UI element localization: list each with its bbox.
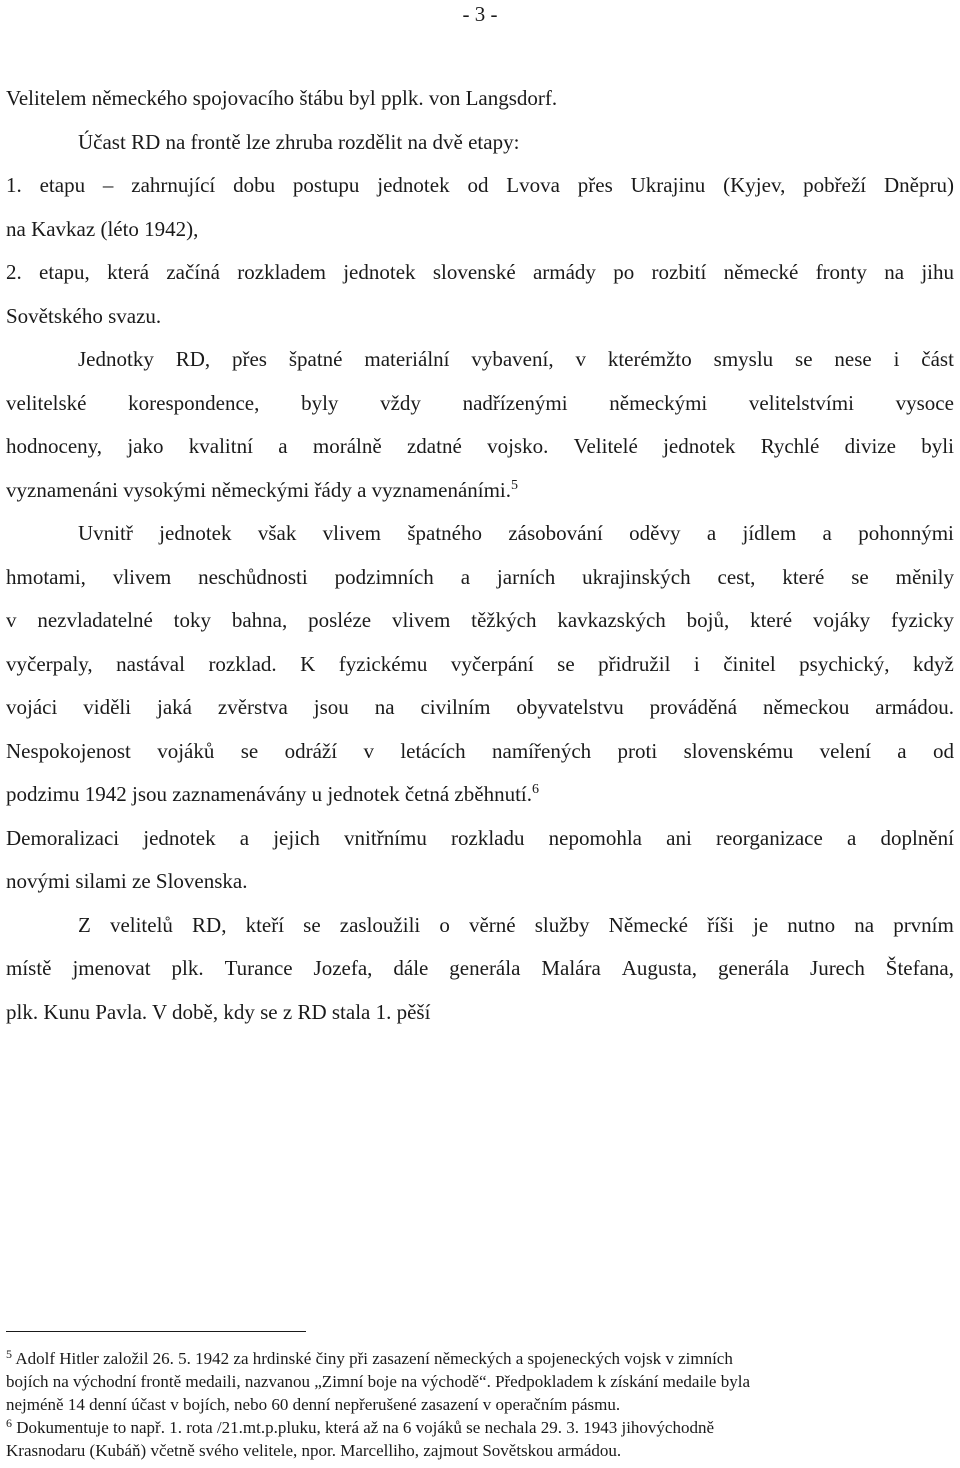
word: K <box>300 651 316 676</box>
word: nutno <box>787 912 836 937</box>
word: jídlem <box>742 521 797 545</box>
word: ukrajinských <box>582 564 691 589</box>
word: vlivem <box>322 521 381 545</box>
word: (Kyjev, <box>723 173 786 197</box>
word: která <box>107 260 150 284</box>
word: jednotek <box>143 825 216 850</box>
footnote-text: Krasnodaru (Kubáň) včetně svého velitele, npor. Marcelliho, zajmout Sovětskou armádou. <box>6 1441 622 1460</box>
word: německé <box>723 260 799 284</box>
footnote-5 <box>6 1347 954 1370</box>
word: psychický, <box>799 651 890 676</box>
text-line <box>6 469 954 513</box>
word: Ukrajinu <box>630 173 706 197</box>
word: toky <box>173 608 211 632</box>
word: Dněpru) <box>884 173 954 197</box>
word: posléze <box>308 608 372 632</box>
text-line <box>6 947 954 991</box>
text-line-content: vyznamenáni vysokými německými řády a vyznamenáními. <box>6 477 512 502</box>
word: na <box>884 260 905 284</box>
footnote-ref[interactable]: 5 <box>511 477 519 493</box>
word: letácích <box>400 738 466 763</box>
footnote-text: Adolf Hitler založil 26. 5. 1942 za hrdinské činy při zasazení německých a spojeneckých vojsk v zimních <box>15 1349 733 1368</box>
word: místě <box>6 956 52 980</box>
footnote-text: bojích na východní frontě medaili, nazvanou „Zimní boje na východě“. Předpokladem k získání medaile byla <box>6 1372 750 1391</box>
footnote-text: Dokumentuje to např. 1. rota /21.mt.p.pluku, která až na 6 vojáků se nechala 29. 3. 1943 jihovýchodně <box>16 1418 715 1437</box>
word: a <box>822 521 832 545</box>
word: neschůdnosti <box>198 564 308 589</box>
word: armádou. <box>875 695 954 719</box>
word: slovenské <box>432 260 516 284</box>
word: činitel <box>723 651 776 676</box>
word: fyzicky <box>890 608 954 632</box>
word: Německé <box>608 912 688 937</box>
word: jednotek <box>663 434 736 458</box>
word: etapu, <box>39 260 90 284</box>
word: nese <box>834 347 872 371</box>
word: Demoralizaci <box>6 825 120 850</box>
word: materiální <box>364 347 450 371</box>
word: Jednotky <box>78 347 154 371</box>
word: zahrnující <box>131 173 216 197</box>
text-line <box>6 773 954 817</box>
word: hodnoceny, <box>6 434 103 458</box>
word: obyvatelstvu <box>516 695 624 719</box>
word: morálně <box>312 434 382 458</box>
word: vlivem <box>112 564 172 589</box>
word: vojáků <box>157 738 215 763</box>
word: prováděná <box>649 695 738 719</box>
word: zásobování <box>508 521 603 545</box>
word: ani <box>666 825 692 850</box>
word: bojů, <box>686 608 730 632</box>
word: rozkladu <box>451 825 525 850</box>
word: a <box>897 738 907 763</box>
word: jednotek <box>159 521 232 545</box>
word: – <box>102 173 114 197</box>
word: Z <box>78 912 91 937</box>
word: Lvova <box>506 173 560 197</box>
word: namířených <box>492 738 592 763</box>
body-text <box>6 77 954 1034</box>
word: pohonnými <box>858 521 954 545</box>
word: vojáky <box>812 608 871 632</box>
word: těžkých <box>471 608 537 632</box>
word: i <box>693 651 700 676</box>
word: oděvy <box>629 521 681 545</box>
word: velitelské <box>6 390 87 415</box>
word: pobřeží <box>803 173 867 197</box>
word: vojáci <box>6 695 58 719</box>
word: armády <box>532 260 596 284</box>
word: reorganizace <box>715 825 823 850</box>
text-line-content: podzimu 1942 jsou zaznamenávány u jednotek četná zběhnutí. <box>6 782 532 806</box>
word: Turance <box>224 956 293 980</box>
word: jednotek <box>343 260 416 284</box>
word: Augusta, <box>621 956 698 980</box>
text-line: na Kavkaz (léto 1942), <box>6 216 199 241</box>
footnote-number: 5 <box>6 1347 12 1361</box>
word: korespondence, <box>128 390 260 415</box>
word: Velitelé <box>573 434 638 458</box>
word: byly <box>301 390 339 415</box>
word: bahna, <box>231 608 288 632</box>
text-line <box>6 817 954 861</box>
word: v <box>363 738 374 763</box>
word: služby <box>534 912 590 937</box>
word: slovenskému <box>683 738 794 763</box>
text-line <box>6 730 954 774</box>
word: vlivem <box>391 608 451 632</box>
word: a <box>846 825 857 850</box>
text-line <box>6 338 954 382</box>
word: Nespokojenost <box>6 738 131 763</box>
word: nezvladatelné <box>37 608 153 632</box>
text-line <box>6 686 954 730</box>
word: špatné <box>288 347 343 371</box>
word: generála <box>717 956 790 980</box>
text-line <box>6 425 954 469</box>
text-line: Velitelem německého spojovacího štábu byl pplk. von Langsdorf. <box>6 86 558 110</box>
word: odráží <box>284 738 338 763</box>
word: postupu <box>292 173 360 197</box>
text-line <box>6 643 954 687</box>
word: na <box>854 912 875 937</box>
word: 2. <box>6 260 22 284</box>
text-line <box>6 904 954 948</box>
word: dobu <box>233 173 276 197</box>
word: od <box>467 173 489 197</box>
text-line <box>6 599 954 643</box>
word: vyčerpání <box>450 651 534 676</box>
word: jsou <box>313 695 349 719</box>
word: rozkladem <box>237 260 326 284</box>
word: zvěrstva <box>217 695 288 719</box>
word: začíná <box>166 260 220 284</box>
word: generála <box>449 956 521 980</box>
text-line <box>6 251 954 295</box>
word: které <box>750 608 793 632</box>
word: civilním <box>420 695 491 719</box>
word: nastával <box>116 651 185 676</box>
word: jejich <box>273 825 320 850</box>
word: je <box>753 912 769 937</box>
word: Štefana, <box>885 956 954 980</box>
word: kterémžto <box>607 347 692 371</box>
text-line <box>6 512 954 556</box>
text-line: Účast RD na frontě lze zhruba rozdělit na dvě etapy: <box>78 129 520 154</box>
word: smyslu <box>713 347 774 371</box>
word: jako <box>127 434 164 458</box>
word: se <box>851 564 869 589</box>
text-line <box>6 556 954 600</box>
word: věrné <box>468 912 516 937</box>
word: doplnění <box>880 825 954 850</box>
word: část <box>921 347 954 371</box>
word: proti <box>617 738 658 763</box>
word: od <box>932 738 954 763</box>
word: jihu <box>921 260 954 284</box>
word: RD, <box>192 912 227 937</box>
word: říši <box>707 912 734 937</box>
word: jarních <box>496 564 556 589</box>
word: vnitřnímu <box>344 825 427 850</box>
word: Rychlé <box>760 434 820 458</box>
word: prvním <box>893 912 954 937</box>
text-line <box>6 382 954 426</box>
word: Malára <box>541 956 601 980</box>
word: dále <box>393 956 429 980</box>
word: přidružil <box>598 651 671 676</box>
word: se <box>795 347 813 371</box>
word: plk. <box>171 956 204 980</box>
word: zdatné <box>406 434 462 458</box>
word: v <box>6 608 17 632</box>
word: cest, <box>717 564 756 589</box>
word: etapu <box>39 173 86 197</box>
word: velení <box>819 738 871 763</box>
word: se <box>303 912 321 937</box>
word: a <box>278 434 288 458</box>
word: velitelů <box>109 912 173 937</box>
word: nepomohla <box>548 825 642 850</box>
word: na <box>374 695 395 719</box>
word: a <box>239 825 250 850</box>
word: o <box>439 912 450 937</box>
word: jednotek <box>377 173 450 197</box>
word: se <box>557 651 575 676</box>
word: zasloužili <box>339 912 421 937</box>
page-number: - 3 - <box>462 2 498 26</box>
word: kvalitní <box>188 434 253 458</box>
word: rozbití <box>651 260 707 284</box>
word: když <box>913 651 954 676</box>
word: jmenovat <box>72 956 151 980</box>
word: i <box>893 347 900 371</box>
word: vždy <box>380 390 421 415</box>
word: velitelstvími <box>748 390 854 415</box>
text-line <box>6 164 954 208</box>
word: po <box>613 260 635 284</box>
word: se <box>240 738 259 763</box>
word: které <box>782 564 825 589</box>
text-line: Sovětského svazu. <box>6 303 162 328</box>
footnote-6 <box>6 1416 954 1439</box>
word: však <box>257 521 297 545</box>
word: fronty <box>815 260 867 284</box>
word: Uvnitř <box>78 521 133 545</box>
word: přes <box>577 173 613 197</box>
footnote-text: nejméně 14 denní účast v bojích, nebo 60 denní nepřerušené zasazení v operačním pásmu. <box>6 1395 621 1414</box>
word: RD, <box>175 347 211 371</box>
word: německou <box>763 695 850 719</box>
text-line: plk. Kunu Pavla. V době, kdy se z RD stala 1. pěší <box>6 999 431 1024</box>
word: Jozefa, <box>313 956 373 980</box>
word: vybavení, <box>471 347 554 371</box>
footnote-number: 6 <box>6 1416 12 1430</box>
word: viděli <box>83 695 132 719</box>
word: divize <box>844 434 896 458</box>
text-line: novými silami ze Slovenska. <box>6 869 248 893</box>
word: rozklad. <box>208 651 277 676</box>
footnote-ref[interactable]: 6 <box>532 782 539 797</box>
word: podzimních <box>334 564 434 589</box>
word: a <box>460 564 471 589</box>
word: a <box>706 521 717 545</box>
word: přes <box>231 347 267 371</box>
word: vysoce <box>895 390 954 415</box>
word: fyzickému <box>338 651 428 676</box>
word: špatného <box>407 521 482 545</box>
word: měnily <box>895 564 954 589</box>
word: byli <box>921 434 954 458</box>
word: 1. <box>6 173 22 197</box>
word: vyčerpaly, <box>6 651 93 676</box>
footnotes <box>6 1347 954 1462</box>
word: kteří <box>245 912 285 937</box>
footnote-separator <box>6 1331 306 1332</box>
word: kavkazských <box>557 608 666 632</box>
word: hmotami, <box>6 564 86 589</box>
word: nadřízenými <box>462 390 568 415</box>
word: v <box>575 347 586 371</box>
word: vojsko. <box>487 434 549 458</box>
word: Jurech <box>810 956 865 980</box>
word: německými <box>609 390 708 415</box>
word: jaká <box>156 695 192 719</box>
